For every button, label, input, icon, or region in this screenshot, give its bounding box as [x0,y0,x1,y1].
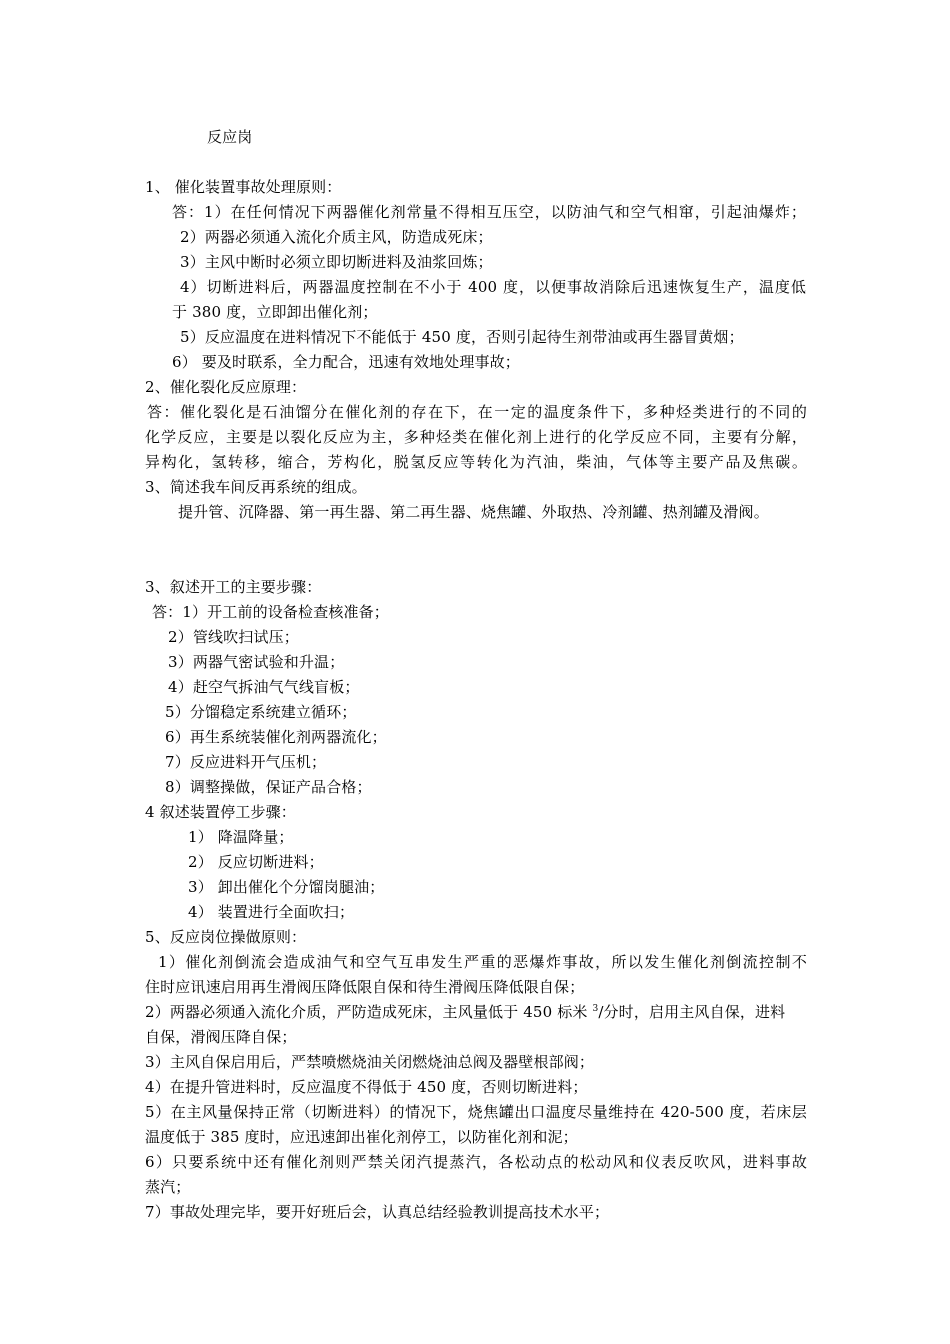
list-item: 2）管线吹扫试压； [168,628,299,646]
section-heading: 2、催化裂化反应原理： [145,378,307,396]
paragraph-line: 4）切断进料后，两器温度控制在不小于 400 度，以便事故消除后迅速恢复生产，温度低 [180,278,806,296]
list-item: 2） 反应切断进料； [188,853,324,871]
list-item: 4） 装置进行全面吹扫； [188,903,355,921]
section-heading: 3、叙述开工的主要步骤： [145,578,322,596]
section-heading: 5、反应岗位操做原则： [145,928,307,946]
paragraph-line: 2）两器必须通入流化介质主风，防造成死床； [180,228,493,246]
list-item: 6）再生系统装催化剂两器流化； [165,728,387,746]
section-heading: 4 叙述装置停工步骤： [145,803,296,821]
paragraph-line: 异构化，氢转移，缩合，芳构化，脱氢反应等转化为汽油，柴油，气体等主要产品及焦碳。 [145,453,807,471]
paragraph-line: 5）反应温度在进料情况下不能低于 450 度，否则引起待生剂带油或再生器冒黄烟； [180,328,744,346]
paragraph-line: 温度低于 385 度时，应迅速卸出崔化剂停工，以防崔化剂和泥； [145,1128,578,1146]
paragraph-line: 化学反应，主要是以裂化反应为主，多种烃类在催化剂上进行的化学反应不同，主要有分解， [145,428,807,446]
paragraph-line: 6）只要系统中还有催化剂则严禁关闭汽提蒸汽，各松动点的松动风和仪表反吹风，进料事故 [145,1153,807,1171]
paragraph-line: 3）主风自保启用后，严禁喷燃烧油关闭燃烧油总阀及器壁根部阀； [145,1053,595,1071]
list-item: 7）反应进料开气压机； [165,753,327,771]
paragraph-line: 自保，滑阀压降自保； [145,1028,297,1046]
list-item: 3）两器气密试验和升温； [168,653,345,671]
list-item: 1） 降温降量； [188,828,294,846]
paragraph-line: 7）事故处理完毕，要开好班后会，认真总结经验教训提高技术水平； [145,1203,610,1221]
paragraph-line [145,1002,807,1022]
section-heading: 1、 催化装置事故处理原则： [145,178,342,196]
paragraph-line: 5）在主风量保持正常（切断进料）的情况下，烧焦罐出口温度尽量维持在 420-500 度，若床层 [145,1103,807,1121]
list-item: 4）赶空气拆油气气线盲板； [168,678,360,696]
paragraph-line: 提升管、沉降器、第一再生器、第二再生器、烧焦罐、外取热、冷剂罐、热剂罐及滑阀。 [178,503,769,521]
paragraph-line: 答：1）在任何情况下两器催化剂常量不得相互压空，以防油气和空气相窜，引起油爆炸； [172,203,806,221]
page-title: 反应岗 [207,128,253,146]
section-heading: 3、简述我车间反再系统的组成。 [145,478,367,496]
paragraph-line: 于 380 度，立即卸出催化剂； [172,303,378,321]
paragraph-line: 6） 要及时联系，全力配合，迅速有效地处理事故； [172,353,520,371]
paragraph-text: /分时，启用主风自保，进料 [598,1003,786,1021]
paragraph-line: 1）催化剂倒流会造成油气和空气互串发生严重的恶爆炸事故，所以发生催化剂倒流控制不 [158,953,807,971]
list-item: 5）分馏稳定系统建立循环； [165,703,357,721]
paragraph-line: 3）主风中断时必须立即切断进料及油浆回炼； [180,253,493,271]
list-item: 3） 卸出催化个分馏岗腿油； [188,878,385,896]
list-item: 8）调整操做，保证产品合格； [165,778,372,796]
superscript: 3 [592,1004,599,1014]
paragraph-text: 2）两器必须通入流化介质，严防造成死床，主风量低于 450 标米 [145,1003,588,1021]
paragraph-line: 住时应讯速启用再生滑阀压降低限自保和待生滑阀压降低限自保； [145,978,585,996]
paragraph-line: 4）在提升管进料时，反应温度不得低于 450 度，否则切断进料； [145,1078,588,1096]
paragraph-line: 蒸汽； [145,1178,191,1196]
list-item: 答：1）开工前的设备检查核准备； [152,603,389,621]
paragraph-line: 答：催化裂化是石油馏分在催化剂的存在下，在一定的温度条件下，多种烃类进行的不同的 [147,403,807,421]
